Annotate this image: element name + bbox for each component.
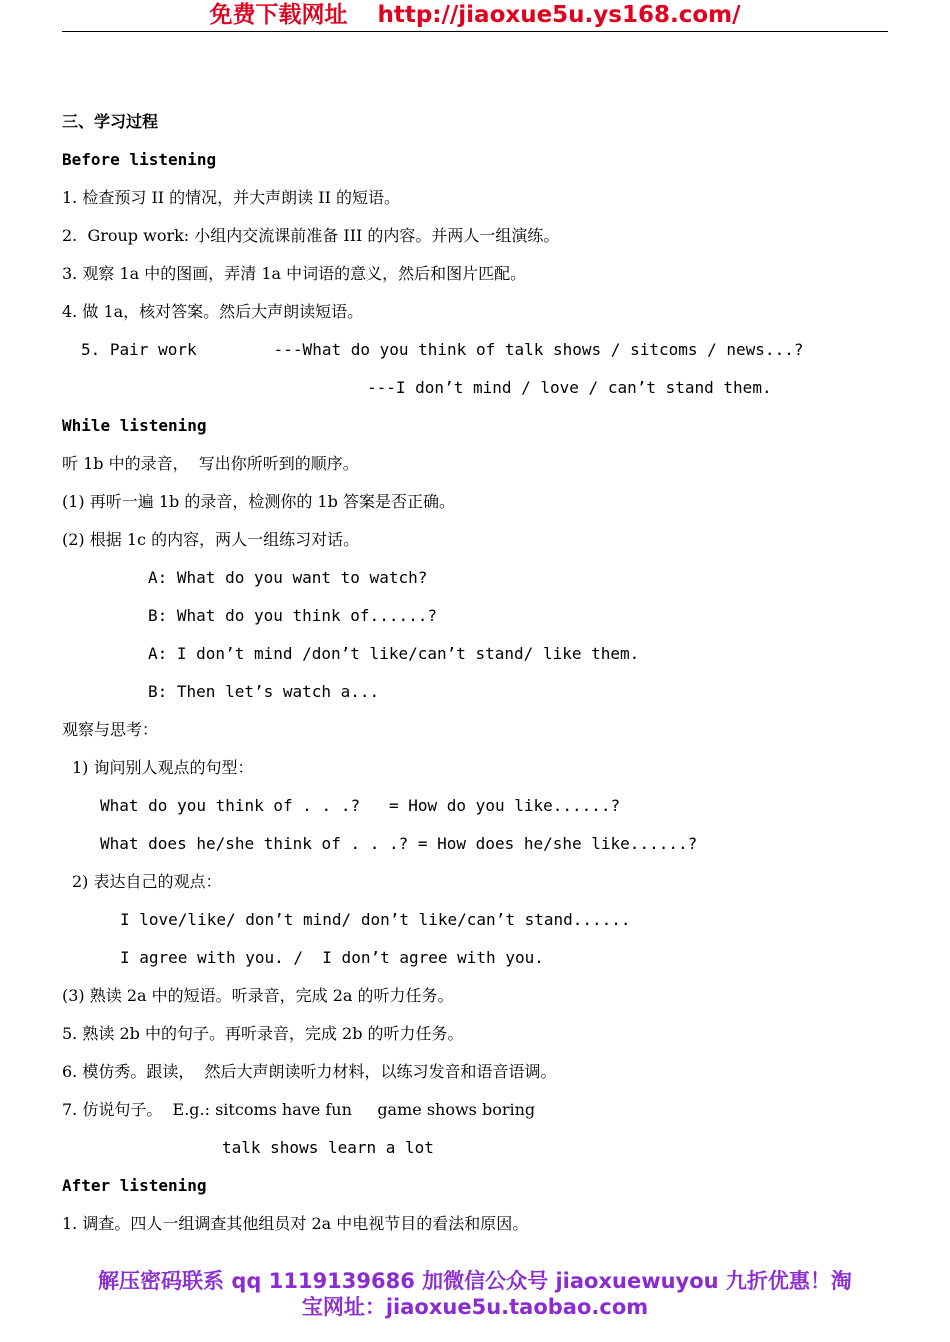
text-line: I agree with you. / I don’t agree with you. bbox=[120, 948, 544, 967]
text-line: 3. 观察 1a 中的图画，弄清 1a 中词语的意义，然后和图片匹配。 bbox=[62, 264, 527, 283]
header-banner bbox=[0, 0, 950, 30]
text-line: 听 1b 中的录音， 写出你所听到的顺序。 bbox=[62, 454, 359, 473]
text-line: I love/like/ don’t mind/ don’t like/can’t stand...... bbox=[120, 910, 631, 929]
document-body bbox=[62, 107, 888, 1247]
text-line: B: What do you think of......? bbox=[148, 606, 437, 625]
text-line: 7. 仿说句子。 E.g.: sitcoms have fun game shows boring bbox=[62, 1100, 536, 1119]
text-line: 4. 做 1a，核对答案。然后大声朗读短语。 bbox=[62, 302, 364, 321]
footer-line-1: 解压密码联系 qq 1119139686 加微信公众号 jiaoxuewuyou 九折优惠！淘 bbox=[98, 1269, 852, 1293]
text-line: 1. 检查预习 II 的情况，并大声朗读 II 的短语。 bbox=[62, 188, 400, 207]
header-url[interactable]: http://jiaoxue5u.ys168.com/ bbox=[377, 2, 741, 28]
section-heading: 三、学习过程 bbox=[62, 112, 159, 131]
section-heading: After listening bbox=[62, 1176, 207, 1195]
text-line: What do you think of . . .? = How do you like......? bbox=[100, 796, 621, 815]
text-line: 观察与思考： bbox=[62, 720, 159, 739]
text-line: (2) 根据 1c 的内容，两人一组练习对话。 bbox=[62, 530, 360, 549]
text-line: 5. Pair work ---What do you think of talk shows / sitcoms / news...? bbox=[81, 340, 804, 359]
text-line: What does he/she think of . . .? = How does he/she like......? bbox=[100, 834, 698, 853]
text-line: 6. 模仿秀。跟读， 然后大声朗读听力材料，以练习发音和语音语调。 bbox=[62, 1062, 557, 1081]
footer-line-2: 宝网址：jiaoxue5u.taobao.com bbox=[301, 1295, 649, 1319]
text-line: 5. 熟读 2b 中的句子。再听录音，完成 2b 的听力任务。 bbox=[62, 1024, 464, 1043]
text-line: 2. Group work: 小组内交流课前准备 III 的内容。并两人一组演练。 bbox=[62, 226, 560, 245]
text-line: 1. 调查。四人一组调查其他组员对 2a 中电视节目的看法和原因。 bbox=[62, 1214, 529, 1233]
text-line: (3) 熟读 2a 中的短语。听录音，完成 2a 的听力任务。 bbox=[62, 986, 454, 1005]
text-line: 2) 表达自己的观点： bbox=[72, 872, 222, 891]
text-line: ---I don’t mind / love / can’t stand them. bbox=[367, 378, 772, 397]
text-line: talk shows learn a lot bbox=[222, 1138, 434, 1157]
header-divider bbox=[62, 31, 888, 32]
text-line: 1) 询问别人观点的句型： bbox=[72, 758, 254, 777]
section-heading: While listening bbox=[62, 416, 207, 435]
text-line: A: I don’t mind /don’t like/can’t stand/ like them. bbox=[148, 644, 640, 663]
text-line: A: What do you want to watch? bbox=[148, 568, 428, 587]
section-heading: Before listening bbox=[62, 150, 217, 169]
header-label: 免费下载网址 bbox=[209, 2, 348, 28]
text-line: (1) 再听一遍 1b 的录音，检测你的 1b 答案是否正确。 bbox=[62, 492, 455, 511]
text-line: B: Then let’s watch a... bbox=[148, 682, 380, 701]
